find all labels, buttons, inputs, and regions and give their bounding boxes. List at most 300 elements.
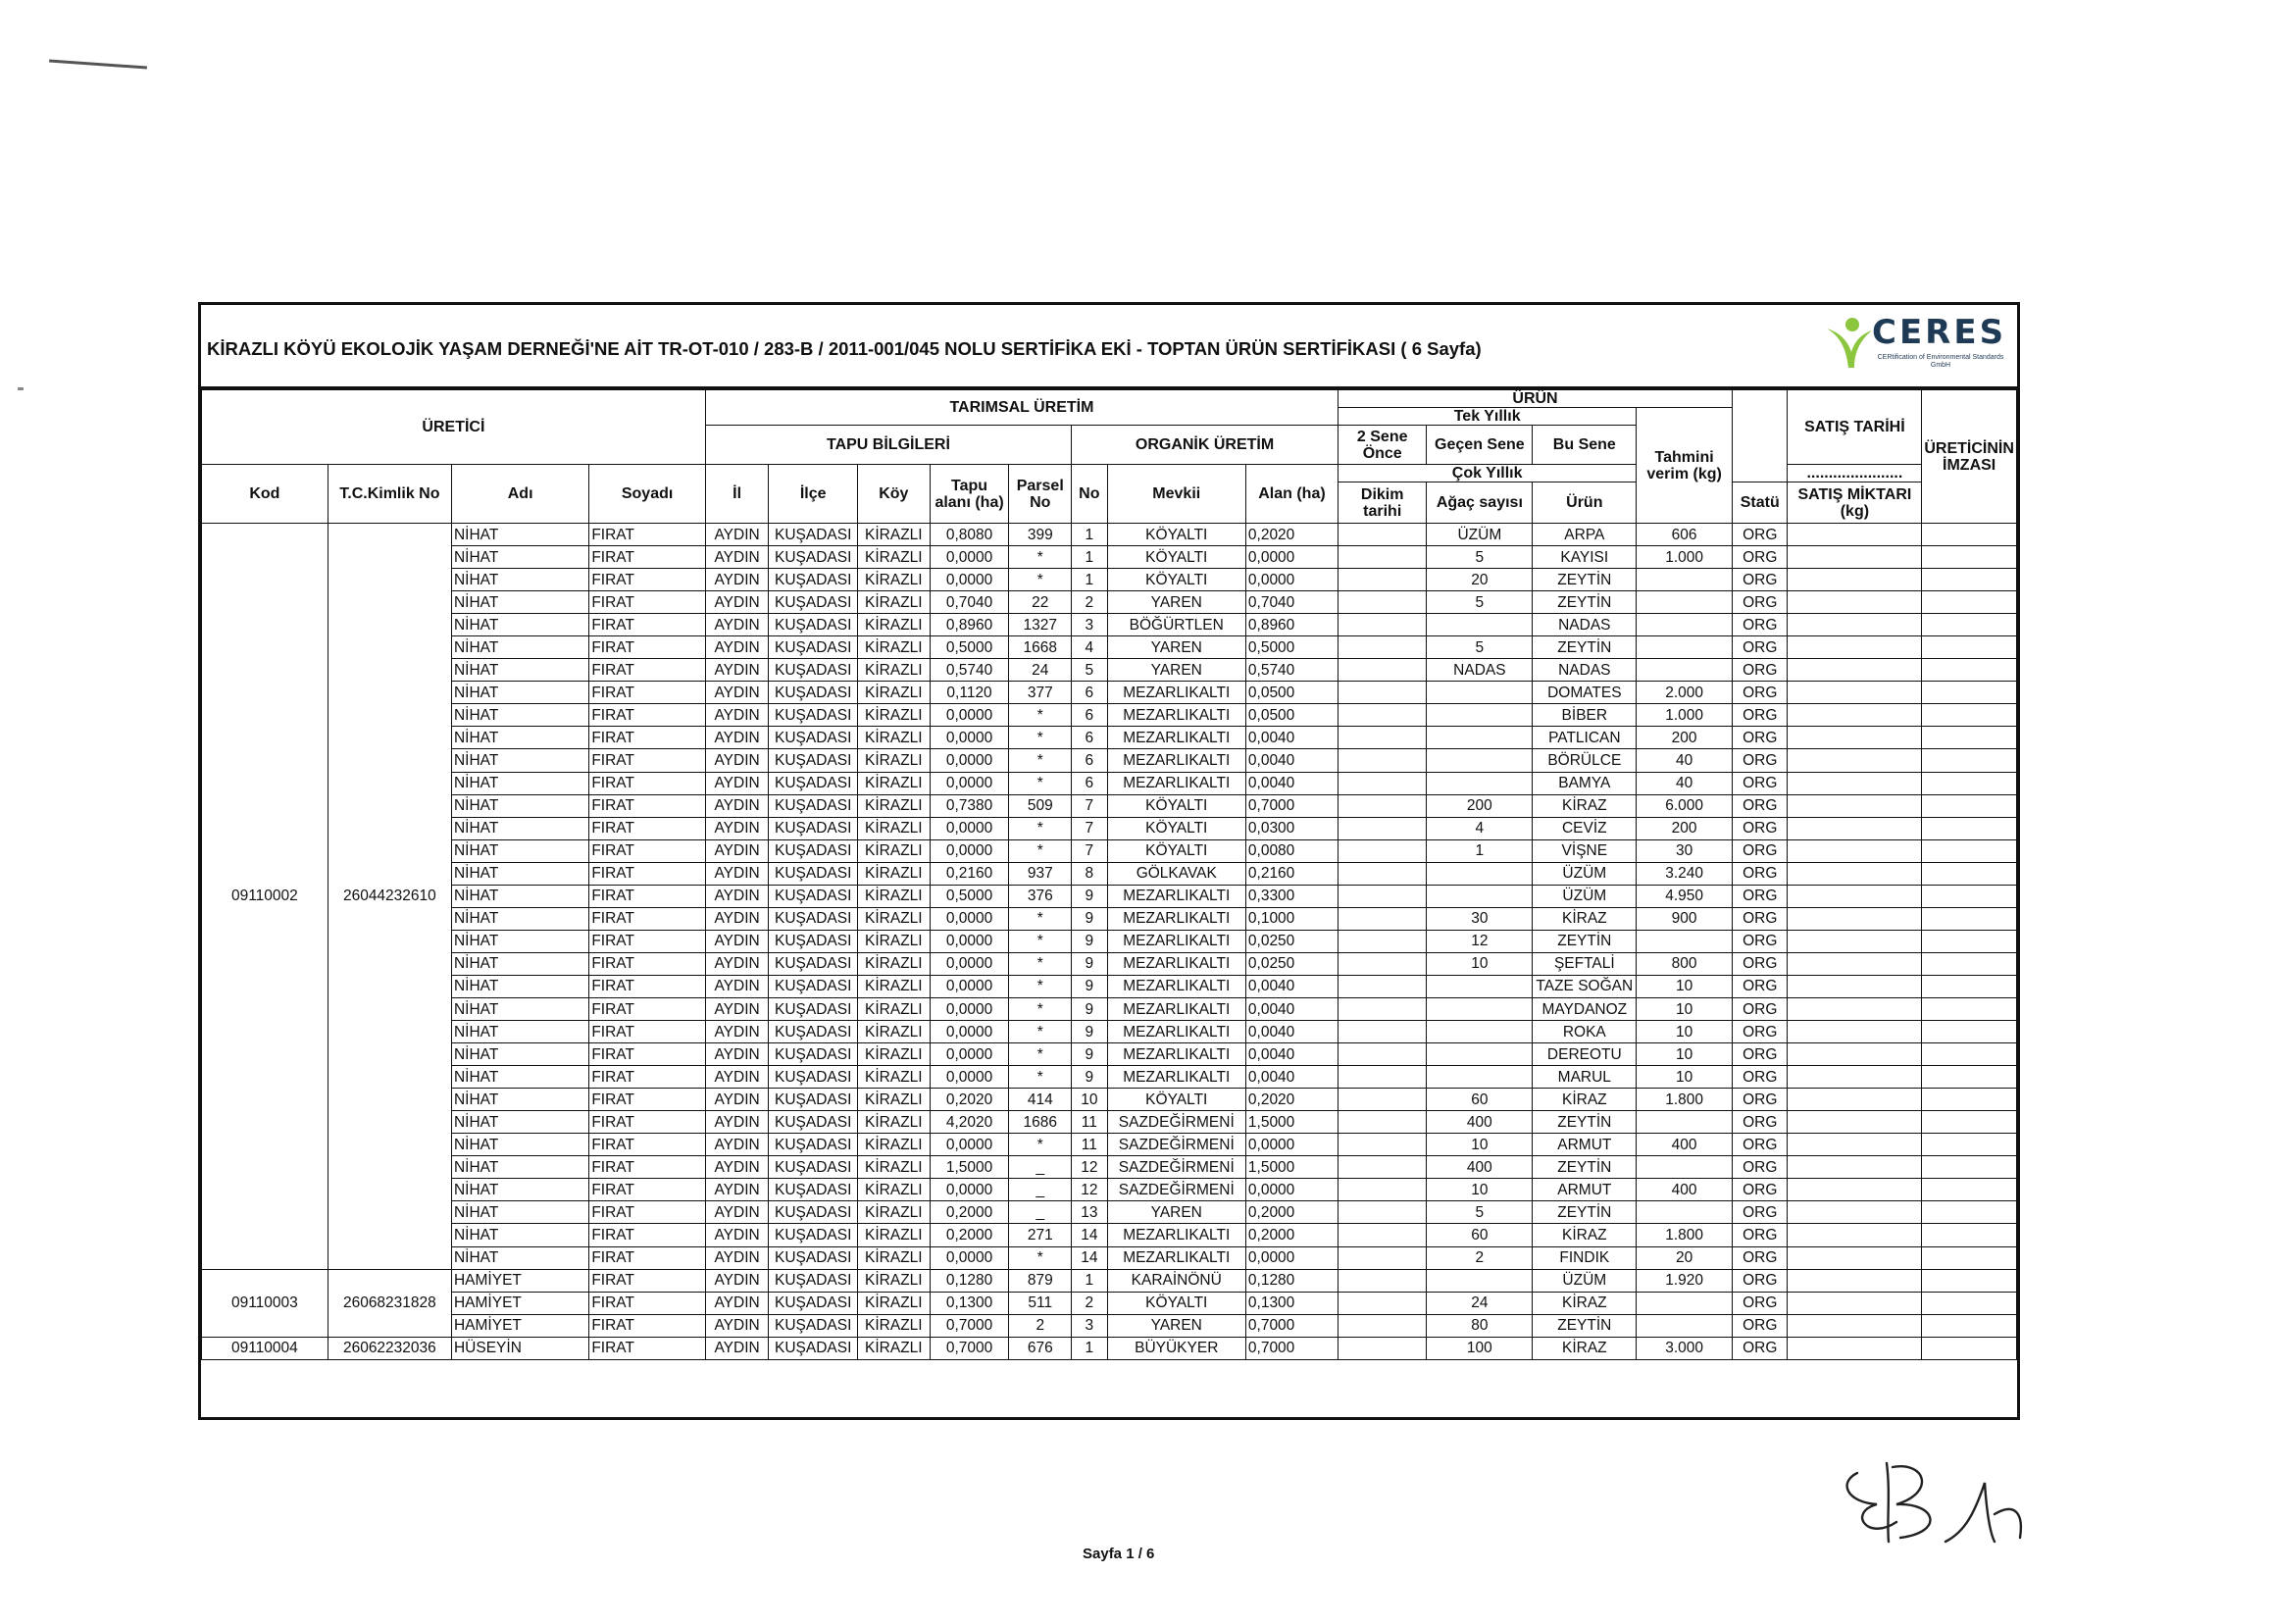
soyadi-cell: FIRAT	[589, 1337, 706, 1359]
il-cell: AYDIN	[705, 1269, 768, 1292]
table-row	[202, 839, 2017, 862]
mevkii-cell: KÖYALTI	[1107, 839, 1245, 862]
urun-cell: BÖRÜLCE	[1533, 749, 1637, 772]
header-ilce: İlçe	[769, 465, 858, 524]
tahmini-verim-cell	[1637, 1111, 1733, 1134]
table-row	[202, 772, 2017, 794]
imza-cell	[1922, 727, 2017, 749]
statu-cell: ORG	[1732, 839, 1788, 862]
imza-cell	[1922, 1179, 2017, 1201]
alan-cell: 0,7000	[1245, 794, 1338, 817]
satis-cell	[1788, 591, 1922, 614]
tapu-alani-cell: 0,5740	[930, 659, 1009, 682]
koy-cell: KİRAZLI	[858, 1337, 931, 1359]
header-dots: ......................	[1788, 465, 1922, 482]
ilce-cell: KUŞADASI	[769, 1201, 858, 1224]
no-cell: 1	[1072, 546, 1108, 569]
tahmini-verim-cell	[1637, 1156, 1733, 1179]
imza-cell	[1922, 1043, 2017, 1066]
mevkii-cell: MEZARLIKALTI	[1107, 772, 1245, 794]
alan-cell: 0,0500	[1245, 682, 1338, 704]
il-cell: AYDIN	[705, 907, 768, 930]
satis-cell	[1788, 794, 1922, 817]
statu-cell: ORG	[1732, 659, 1788, 682]
ilce-cell: KUŞADASI	[769, 862, 858, 885]
il-cell: AYDIN	[705, 591, 768, 614]
mevkii-cell: MEZARLIKALTI	[1107, 885, 1245, 907]
no-cell: 14	[1072, 1246, 1108, 1269]
satis-cell	[1788, 682, 1922, 704]
scan-artifact-line	[49, 60, 147, 70]
parsel-no-cell: *	[1009, 749, 1072, 772]
tahmini-verim-cell: 200	[1637, 727, 1733, 749]
imza-cell	[1922, 614, 2017, 636]
tahmini-verim-cell: 1.800	[1637, 1224, 1733, 1246]
dikim-tarihi-cell	[1339, 636, 1427, 659]
alan-cell: 0,1000	[1245, 907, 1338, 930]
dikim-tarihi-cell	[1339, 817, 1427, 839]
dikim-tarihi-cell	[1339, 1089, 1427, 1111]
table-row	[202, 952, 2017, 975]
dikim-tarihi-cell	[1339, 975, 1427, 997]
koy-cell: KİRAZLI	[858, 591, 931, 614]
ilce-cell: KUŞADASI	[769, 636, 858, 659]
il-cell: AYDIN	[705, 952, 768, 975]
satis-cell	[1788, 1292, 1922, 1314]
koy-cell: KİRAZLI	[858, 1292, 931, 1314]
il-cell: AYDIN	[705, 794, 768, 817]
tapu-alani-cell: 0,0000	[930, 817, 1009, 839]
alan-cell: 0,8960	[1245, 614, 1338, 636]
adi-cell: NİHAT	[451, 975, 588, 997]
koy-cell: KİRAZLI	[858, 1156, 931, 1179]
urun-cell: TAZE SOĞAN	[1533, 975, 1637, 997]
agac-sayisi-cell: 100	[1427, 1337, 1533, 1359]
dikim-tarihi-cell	[1339, 1314, 1427, 1337]
adi-cell: NİHAT	[451, 952, 588, 975]
alan-cell: 0,0080	[1245, 839, 1338, 862]
document-title: KİRAZLI KÖYÜ EKOLOJİK YAŞAM DERNEĞİ'NE AİT TR-OT-010 / 283-B / 2011-001/045 NOLU SERTİFİKA EKİ - TOPTAN ÜRÜN SERTİFİKASI ( 6 Sayfa)	[207, 338, 1482, 359]
urun-cell: ZEYTİN	[1533, 1156, 1637, 1179]
alan-cell: 0,0040	[1245, 772, 1338, 794]
no-cell: 9	[1072, 1043, 1108, 1066]
adi-cell: NİHAT	[451, 1021, 588, 1043]
il-cell: AYDIN	[705, 930, 768, 952]
no-cell: 1	[1072, 1337, 1108, 1359]
agac-sayisi-cell	[1427, 1021, 1533, 1043]
tapu-alani-cell: 4,2020	[930, 1111, 1009, 1134]
statu-cell: ORG	[1732, 772, 1788, 794]
il-cell: AYDIN	[705, 862, 768, 885]
koy-cell: KİRAZLI	[858, 1089, 931, 1111]
tahmini-verim-cell: 40	[1637, 772, 1733, 794]
soyadi-cell: FIRAT	[589, 636, 706, 659]
parsel-no-cell: 2	[1009, 1314, 1072, 1337]
ilce-cell: KUŞADASI	[769, 569, 858, 591]
satis-cell	[1788, 952, 1922, 975]
no-cell: 3	[1072, 614, 1108, 636]
urun-cell: ŞEFTALİ	[1533, 952, 1637, 975]
dikim-tarihi-cell	[1339, 682, 1427, 704]
no-cell: 9	[1072, 975, 1108, 997]
alan-cell: 0,0500	[1245, 704, 1338, 727]
koy-cell: KİRAZLI	[858, 1201, 931, 1224]
tapu-alani-cell: 0,7000	[930, 1337, 1009, 1359]
satis-cell	[1788, 1224, 1922, 1246]
tahmini-verim-cell: 10	[1637, 1021, 1733, 1043]
alan-cell: 0,0300	[1245, 817, 1338, 839]
table-row	[202, 524, 2017, 546]
table-row	[202, 1246, 2017, 1269]
urun-cell: ARMUT	[1533, 1179, 1637, 1201]
dikim-tarihi-cell	[1339, 1066, 1427, 1089]
statu-cell: ORG	[1732, 682, 1788, 704]
satis-cell	[1788, 546, 1922, 569]
adi-cell: NİHAT	[451, 1201, 588, 1224]
tapu-alani-cell: 0,1300	[930, 1292, 1009, 1314]
koy-cell: KİRAZLI	[858, 817, 931, 839]
parsel-no-cell: _	[1009, 1201, 1072, 1224]
mevkii-cell: MEZARLIKALTI	[1107, 749, 1245, 772]
parsel-no-cell: *	[1009, 839, 1072, 862]
alan-cell: 0,0040	[1245, 749, 1338, 772]
no-cell: 2	[1072, 591, 1108, 614]
urun-cell: ZEYTİN	[1533, 1201, 1637, 1224]
ilce-cell: KUŞADASI	[769, 907, 858, 930]
parsel-no-cell: *	[1009, 907, 1072, 930]
urun-cell: NADAS	[1533, 659, 1637, 682]
satis-cell	[1788, 659, 1922, 682]
dikim-tarihi-cell	[1339, 591, 1427, 614]
soyadi-cell: FIRAT	[589, 569, 706, 591]
page-number: Sayfa 1 / 6	[1083, 1546, 1155, 1562]
parsel-no-cell: *	[1009, 817, 1072, 839]
alan-cell: 0,0000	[1245, 1246, 1338, 1269]
handwritten-signature	[1828, 1444, 2083, 1551]
adi-cell: NİHAT	[451, 614, 588, 636]
soyadi-cell: FIRAT	[589, 1246, 706, 1269]
tahmini-verim-cell: 40	[1637, 749, 1733, 772]
tahmini-verim-cell: 1.000	[1637, 546, 1733, 569]
dikim-tarihi-cell	[1339, 1156, 1427, 1179]
adi-cell: NİHAT	[451, 997, 588, 1020]
adi-cell: NİHAT	[451, 704, 588, 727]
parsel-no-cell: *	[1009, 1246, 1072, 1269]
dikim-tarihi-cell	[1339, 749, 1427, 772]
ilce-cell: KUŞADASI	[769, 704, 858, 727]
ilce-cell: KUŞADASI	[769, 1111, 858, 1134]
alan-cell: 0,2000	[1245, 1224, 1338, 1246]
il-cell: AYDIN	[705, 772, 768, 794]
urun-cell: BAMYA	[1533, 772, 1637, 794]
adi-cell: NİHAT	[451, 1224, 588, 1246]
tahmini-verim-cell: 1.920	[1637, 1269, 1733, 1292]
alan-cell: 0,0250	[1245, 952, 1338, 975]
soyadi-cell: FIRAT	[589, 1111, 706, 1134]
urun-cell: ÜZÜM	[1533, 862, 1637, 885]
statu-cell: ORG	[1732, 817, 1788, 839]
adi-cell: NİHAT	[451, 1043, 588, 1066]
dikim-tarihi-cell	[1339, 1337, 1427, 1359]
soyadi-cell: FIRAT	[589, 749, 706, 772]
il-cell: AYDIN	[705, 1111, 768, 1134]
tapu-alani-cell: 0,0000	[930, 1134, 1009, 1156]
soyadi-cell: FIRAT	[589, 975, 706, 997]
ilce-cell: KUŞADASI	[769, 885, 858, 907]
statu-cell: ORG	[1732, 1246, 1788, 1269]
il-cell: AYDIN	[705, 1314, 768, 1337]
header-tarimsal-uretim: TARIMSAL ÜRETİM	[705, 390, 1338, 426]
ilce-cell: KUŞADASI	[769, 1179, 858, 1201]
agac-sayisi-cell: 5	[1427, 1201, 1533, 1224]
alan-cell: 0,0000	[1245, 1179, 1338, 1201]
table-row	[202, 569, 2017, 591]
parsel-no-cell: *	[1009, 546, 1072, 569]
ilce-cell: KUŞADASI	[769, 1224, 858, 1246]
no-cell: 7	[1072, 794, 1108, 817]
table-row	[202, 794, 2017, 817]
koy-cell: KİRAZLI	[858, 727, 931, 749]
header-tc-kimlik: T.C.Kimlik No	[328, 465, 451, 524]
urun-cell: ZEYTİN	[1533, 1111, 1637, 1134]
table-row	[202, 1337, 2017, 1359]
header-il: İl	[705, 465, 768, 524]
table-row	[202, 975, 2017, 997]
alan-cell: 0,0040	[1245, 1066, 1338, 1089]
imza-cell	[1922, 772, 2017, 794]
alan-cell: 0,0250	[1245, 930, 1338, 952]
tahmini-verim-cell: 900	[1637, 907, 1733, 930]
soyadi-cell: FIRAT	[589, 794, 706, 817]
koy-cell: KİRAZLI	[858, 1224, 931, 1246]
soyadi-cell: FIRAT	[589, 524, 706, 546]
mevkii-cell: MEZARLIKALTI	[1107, 952, 1245, 975]
tapu-alani-cell: 1,5000	[930, 1156, 1009, 1179]
agac-sayisi-cell: 4	[1427, 817, 1533, 839]
tapu-alani-cell: 0,2020	[930, 1089, 1009, 1111]
ilce-cell: KUŞADASI	[769, 727, 858, 749]
statu-cell: ORG	[1732, 749, 1788, 772]
mevkii-cell: KÖYALTI	[1107, 524, 1245, 546]
ilce-cell: KUŞADASI	[769, 682, 858, 704]
koy-cell: KİRAZLI	[858, 1179, 931, 1201]
satis-cell	[1788, 1043, 1922, 1066]
satis-cell	[1788, 930, 1922, 952]
il-cell: AYDIN	[705, 1246, 768, 1269]
mevkii-cell: MEZARLIKALTI	[1107, 997, 1245, 1020]
parsel-no-cell: 676	[1009, 1337, 1072, 1359]
ilce-cell: KUŞADASI	[769, 1066, 858, 1089]
il-cell: AYDIN	[705, 1224, 768, 1246]
urun-cell: CEVİZ	[1533, 817, 1637, 839]
no-cell: 6	[1072, 727, 1108, 749]
il-cell: AYDIN	[705, 1201, 768, 1224]
mevkii-cell: SAZDEĞİRMENİ	[1107, 1134, 1245, 1156]
no-cell: 2	[1072, 1292, 1108, 1314]
mevkii-cell: MEZARLIKALTI	[1107, 930, 1245, 952]
koy-cell: KİRAZLI	[858, 1111, 931, 1134]
tapu-alani-cell: 0,0000	[930, 952, 1009, 975]
dikim-tarihi-cell	[1339, 1111, 1427, 1134]
adi-cell: NİHAT	[451, 546, 588, 569]
imza-cell	[1922, 839, 2017, 862]
parsel-no-cell: 22	[1009, 591, 1072, 614]
statu-cell: ORG	[1732, 952, 1788, 975]
imza-cell	[1922, 975, 2017, 997]
tapu-alani-cell: 0,0000	[930, 1043, 1009, 1066]
alan-cell: 0,1300	[1245, 1292, 1338, 1314]
no-cell: 9	[1072, 1021, 1108, 1043]
table-row	[202, 930, 2017, 952]
urun-cell: PATLICAN	[1533, 727, 1637, 749]
ilce-cell: KUŞADASI	[769, 614, 858, 636]
imza-cell	[1922, 569, 2017, 591]
parsel-no-cell: 414	[1009, 1089, 1072, 1111]
parsel-no-cell: *	[1009, 975, 1072, 997]
kod-cell: 09110002	[202, 524, 328, 1270]
alan-cell: 0,7000	[1245, 1337, 1338, 1359]
koy-cell: KİRAZLI	[858, 682, 931, 704]
soyadi-cell: FIRAT	[589, 1156, 706, 1179]
statu-cell: ORG	[1732, 1292, 1788, 1314]
soyadi-cell: FIRAT	[589, 907, 706, 930]
mevkii-cell: MEZARLIKALTI	[1107, 975, 1245, 997]
imza-cell	[1922, 885, 2017, 907]
no-cell: 11	[1072, 1111, 1108, 1134]
il-cell: AYDIN	[705, 546, 768, 569]
parsel-no-cell: 509	[1009, 794, 1072, 817]
soyadi-cell: FIRAT	[589, 885, 706, 907]
imza-cell	[1922, 1246, 2017, 1269]
table-row	[202, 1292, 2017, 1314]
satis-cell	[1788, 1134, 1922, 1156]
imza-cell	[1922, 1224, 2017, 1246]
table-row	[202, 704, 2017, 727]
soyadi-cell: FIRAT	[589, 862, 706, 885]
tapu-alani-cell: 0,5000	[930, 636, 1009, 659]
statu-cell: ORG	[1732, 1337, 1788, 1359]
no-cell: 6	[1072, 749, 1108, 772]
mevkii-cell: YAREN	[1107, 1314, 1245, 1337]
imza-cell	[1922, 1134, 2017, 1156]
il-cell: AYDIN	[705, 997, 768, 1020]
tapu-alani-cell: 0,7380	[930, 794, 1009, 817]
satis-cell	[1788, 1179, 1922, 1201]
soyadi-cell: FIRAT	[589, 1314, 706, 1337]
header-tek-yillik: Tek Yıllık	[1339, 408, 1637, 426]
ilce-cell: KUŞADASI	[769, 1246, 858, 1269]
soyadi-cell: FIRAT	[589, 614, 706, 636]
alan-cell: 0,2020	[1245, 524, 1338, 546]
header-uretici: ÜRETİCİ	[202, 390, 706, 465]
mevkii-cell: KÖYALTI	[1107, 817, 1245, 839]
no-cell: 6	[1072, 772, 1108, 794]
header-urun: ÜRÜN	[1339, 390, 1733, 408]
agac-sayisi-cell: 5	[1427, 636, 1533, 659]
koy-cell: KİRAZLI	[858, 1246, 931, 1269]
header-tapu-alani: Tapu alanı (ha)	[930, 465, 1009, 524]
header-satis-miktari: SATIŞ MİKTARI (kg)	[1788, 482, 1922, 524]
statu-cell: ORG	[1732, 1089, 1788, 1111]
agac-sayisi-cell: NADAS	[1427, 659, 1533, 682]
alan-cell: 0,0000	[1245, 1134, 1338, 1156]
urun-cell: ZEYTİN	[1533, 591, 1637, 614]
agac-sayisi-cell: 60	[1427, 1224, 1533, 1246]
table-row	[202, 1134, 2017, 1156]
mevkii-cell: SAZDEĞİRMENİ	[1107, 1111, 1245, 1134]
statu-cell: ORG	[1732, 1021, 1788, 1043]
parsel-no-cell: *	[1009, 1134, 1072, 1156]
koy-cell: KİRAZLI	[858, 636, 931, 659]
il-cell: AYDIN	[705, 839, 768, 862]
urun-cell: FINDIK	[1533, 1246, 1637, 1269]
il-cell: AYDIN	[705, 727, 768, 749]
agac-sayisi-cell: 12	[1427, 930, 1533, 952]
koy-cell: KİRAZLI	[858, 930, 931, 952]
satis-cell	[1788, 614, 1922, 636]
header-urun-col: Ürün	[1533, 482, 1637, 524]
certificate-sheet	[198, 302, 2020, 1420]
soyadi-cell: FIRAT	[589, 1134, 706, 1156]
header-parsel-no: Parsel No	[1009, 465, 1072, 524]
ilce-cell: KUŞADASI	[769, 1134, 858, 1156]
imza-cell	[1922, 659, 2017, 682]
il-cell: AYDIN	[705, 614, 768, 636]
imza-cell	[1922, 749, 2017, 772]
parsel-no-cell: 399	[1009, 524, 1072, 546]
imza-cell	[1922, 1292, 2017, 1314]
mevkii-cell: YAREN	[1107, 636, 1245, 659]
table-row	[202, 1156, 2017, 1179]
tahmini-verim-cell: 3.000	[1637, 1337, 1733, 1359]
title-bar	[201, 305, 2017, 389]
agac-sayisi-cell	[1427, 1066, 1533, 1089]
soyadi-cell: FIRAT	[589, 997, 706, 1020]
kod-cell: 09110003	[202, 1269, 328, 1337]
tapu-alani-cell: 0,0000	[930, 907, 1009, 930]
no-cell: 6	[1072, 682, 1108, 704]
urun-cell: ÜZÜM	[1533, 1269, 1637, 1292]
imza-cell	[1922, 682, 2017, 704]
no-cell: 9	[1072, 997, 1108, 1020]
tapu-alani-cell: 0,2000	[930, 1201, 1009, 1224]
scan-artifact-dot	[18, 387, 24, 390]
tahmini-verim-cell: 10	[1637, 997, 1733, 1020]
agac-sayisi-cell	[1427, 727, 1533, 749]
header-dikim-tarihi: Dikim tarihi	[1339, 482, 1427, 524]
imza-cell	[1922, 1201, 2017, 1224]
statu-cell: ORG	[1732, 794, 1788, 817]
tapu-alani-cell: 0,0000	[930, 839, 1009, 862]
satis-cell	[1788, 727, 1922, 749]
tahmini-verim-cell: 10	[1637, 975, 1733, 997]
agac-sayisi-cell: 10	[1427, 1179, 1533, 1201]
il-cell: AYDIN	[705, 682, 768, 704]
mevkii-cell: YAREN	[1107, 659, 1245, 682]
tapu-alani-cell: 0,0000	[930, 749, 1009, 772]
imza-cell	[1922, 1089, 2017, 1111]
mevkii-cell: MEZARLIKALTI	[1107, 682, 1245, 704]
koy-cell: KİRAZLI	[858, 885, 931, 907]
tahmini-verim-cell: 4.950	[1637, 885, 1733, 907]
no-cell: 9	[1072, 885, 1108, 907]
soyadi-cell: FIRAT	[589, 1021, 706, 1043]
table-row	[202, 907, 2017, 930]
statu-cell: ORG	[1732, 1111, 1788, 1134]
adi-cell: NİHAT	[451, 727, 588, 749]
mevkii-cell: SAZDEĞİRMENİ	[1107, 1156, 1245, 1179]
satis-cell	[1788, 975, 1922, 997]
